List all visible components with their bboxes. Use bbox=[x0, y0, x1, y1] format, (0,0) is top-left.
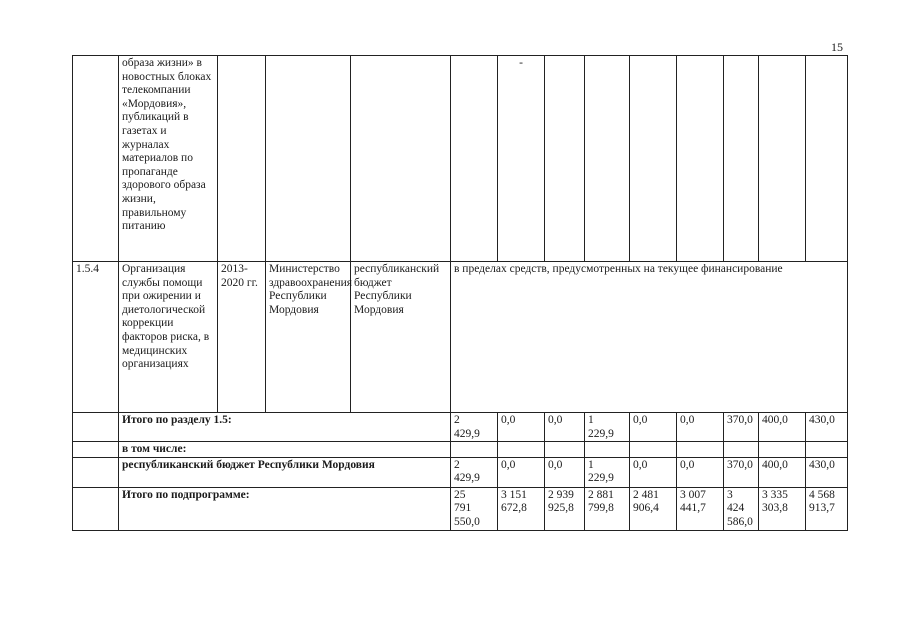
cell-value: 2 429,9 bbox=[451, 457, 498, 487]
cell-value bbox=[724, 442, 759, 458]
cell-value: 3 007 441,7 bbox=[677, 487, 724, 530]
cell-period: 2013-2020 гг. bbox=[218, 262, 266, 413]
cell-source bbox=[351, 56, 451, 262]
cell-value bbox=[806, 56, 848, 262]
cell-number bbox=[73, 487, 119, 530]
cell-value: 1 229,9 bbox=[585, 413, 630, 442]
cell-number: 1.5.4 bbox=[73, 262, 119, 413]
cell-value: 4 568 913,7 bbox=[806, 487, 848, 530]
cell-value: 0,0 bbox=[498, 457, 545, 487]
row-label: Итого по подпрограмме: bbox=[119, 487, 451, 530]
cell-value bbox=[545, 56, 585, 262]
cell-value bbox=[585, 442, 630, 458]
cell-value bbox=[724, 56, 759, 262]
cell-value bbox=[451, 442, 498, 458]
cell-value: 3 424 586,0 bbox=[724, 487, 759, 530]
cell-value bbox=[630, 442, 677, 458]
cell-value bbox=[759, 442, 806, 458]
cell-value: 0,0 bbox=[630, 457, 677, 487]
budget-table bbox=[72, 55, 848, 531]
cell-value bbox=[498, 442, 545, 458]
cell-period bbox=[218, 56, 266, 262]
cell-value: 0,0 bbox=[677, 413, 724, 442]
cell-value: 370,0 bbox=[724, 413, 759, 442]
cell-value bbox=[585, 56, 630, 262]
cell-value: 2 481 906,4 bbox=[630, 487, 677, 530]
cell-value bbox=[451, 56, 498, 262]
cell-value: 0,0 bbox=[630, 413, 677, 442]
cell-value bbox=[498, 56, 545, 262]
table-row bbox=[73, 457, 848, 487]
table-row bbox=[73, 56, 848, 262]
dash-mark: - bbox=[519, 57, 523, 69]
cell-value: 370,0 bbox=[724, 457, 759, 487]
cell-source: республиканский бюджет Республики Мордовия bbox=[351, 262, 451, 413]
cell-value bbox=[677, 442, 724, 458]
cell-value bbox=[806, 442, 848, 458]
cell-value bbox=[545, 442, 585, 458]
cell-value: 0,0 bbox=[545, 413, 585, 442]
cell-value: 3 335 303,8 bbox=[759, 487, 806, 530]
cell-value: 2 939 925,8 bbox=[545, 487, 585, 530]
cell-value: 0,0 bbox=[498, 413, 545, 442]
cell-value: 25 791 550,0 bbox=[451, 487, 498, 530]
row-label: Итого по разделу 1.5: bbox=[119, 413, 451, 442]
cell-value bbox=[677, 56, 724, 262]
cell-value: 430,0 bbox=[806, 413, 848, 442]
cell-value: 2 429,9 bbox=[451, 413, 498, 442]
cell-value: 1 229,9 bbox=[585, 457, 630, 487]
table-row bbox=[73, 262, 848, 413]
cell-value: 3 151 672,8 bbox=[498, 487, 545, 530]
table-row bbox=[73, 487, 848, 530]
cell-executor bbox=[266, 56, 351, 262]
table-row bbox=[73, 413, 848, 442]
cell-value: 0,0 bbox=[545, 457, 585, 487]
cell-value: 2 881 799,8 bbox=[585, 487, 630, 530]
cell-value: 430,0 bbox=[806, 457, 848, 487]
cell-value: 400,0 bbox=[759, 457, 806, 487]
page-number: 15 bbox=[831, 40, 843, 54]
row-label: республиканский бюджет Республики Мордовия bbox=[119, 457, 451, 487]
cell-number bbox=[73, 56, 119, 262]
cell-value bbox=[759, 56, 806, 262]
cell-value: 0,0 bbox=[677, 457, 724, 487]
cell-executor: Министерство здравоохранения Республики Мордовия bbox=[266, 262, 351, 413]
cell-name: образа жизни» в новостных блоках телекомпании «Мордовия», публикаций в газетах и журналах материалов по пропаганде здорового образа жизни, правильному питанию bbox=[119, 56, 218, 262]
table-row bbox=[73, 442, 848, 458]
cell-name: Организация службы помощи при ожирении и диетологической коррекции факторов риска, в медицинских организациях bbox=[119, 262, 218, 413]
row-label: в том числе: bbox=[119, 442, 451, 458]
cell-note: в пределах средств, предусмотренных на текущее финансирование bbox=[451, 262, 848, 413]
cell-number bbox=[73, 457, 119, 487]
cell-number bbox=[73, 413, 119, 442]
cell-value: 400,0 bbox=[759, 413, 806, 442]
cell-number bbox=[73, 442, 119, 458]
cell-value bbox=[630, 56, 677, 262]
